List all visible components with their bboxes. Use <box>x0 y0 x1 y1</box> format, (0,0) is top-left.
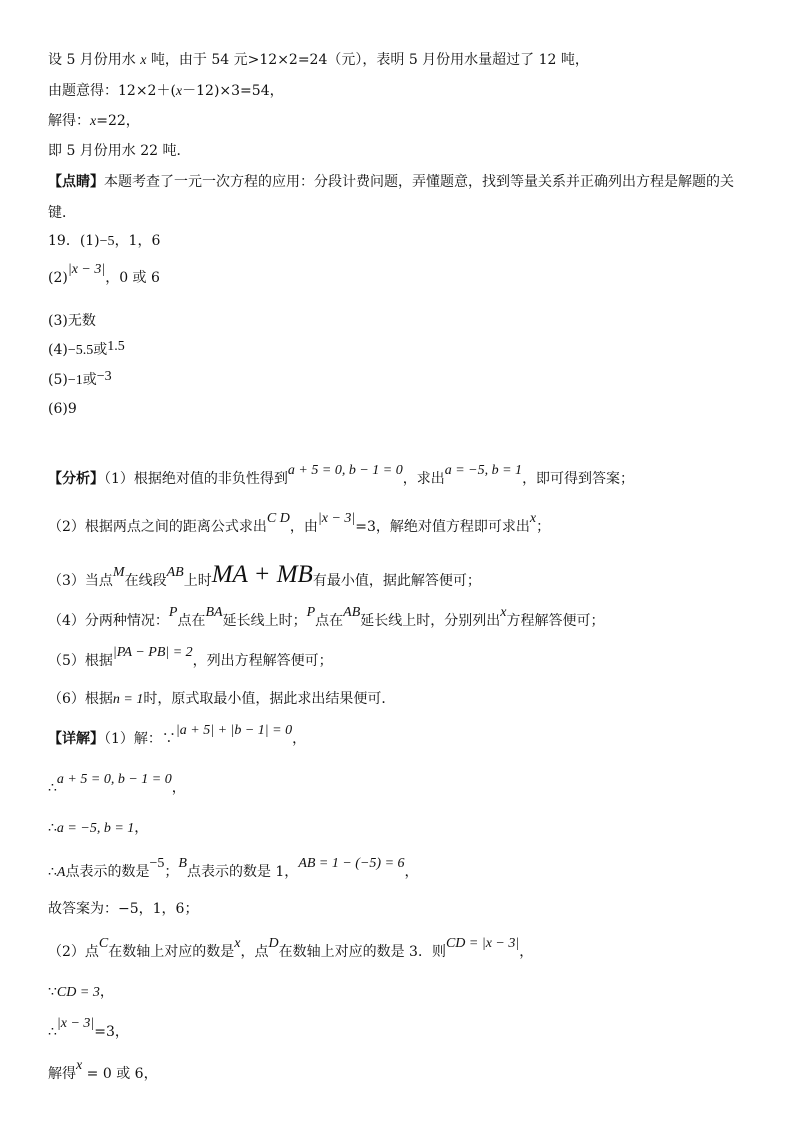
text: ，求出 <box>402 471 445 487</box>
text: =3， <box>94 1024 129 1040</box>
math: B <box>178 856 187 871</box>
math: AB = 1 − (−5) = 6 <box>298 856 405 871</box>
text: ，点 <box>240 944 269 960</box>
text: ∴ <box>48 820 57 836</box>
solution-line <box>48 1016 129 1043</box>
solution-line <box>48 772 186 799</box>
text: 设 5 月份用水 <box>48 52 141 68</box>
text: 在数轴上对应的数是 3．则 <box>278 944 446 960</box>
math: x <box>175 84 183 99</box>
text-line: 键． <box>48 205 76 221</box>
text: ， <box>519 944 534 960</box>
math: 1.5 <box>107 339 125 354</box>
text: （2）根据两点之间的距离公式求出 <box>48 519 267 535</box>
math: D <box>268 936 279 951</box>
math-large: MA + MB <box>211 561 313 588</box>
text: ，1，6 <box>114 233 161 249</box>
text: －12)×3=54， <box>182 83 284 99</box>
text: （2）点 <box>48 944 99 960</box>
text-line: 即 5 月份用水 22 吨． <box>48 143 191 159</box>
math: x <box>90 114 97 129</box>
text: 有最小值，据此解答便可； <box>312 573 481 589</box>
math: |x − 3| <box>67 262 106 277</box>
math: n = 1 <box>112 692 144 707</box>
text: 解得 <box>48 1066 76 1082</box>
text: 在数轴上对应的数是 <box>108 944 235 960</box>
text: (5) <box>48 372 68 388</box>
text: 点表示的数是 1， <box>186 864 299 880</box>
math: −3 <box>96 369 112 384</box>
solution-line <box>48 818 148 839</box>
text: 上时 <box>183 573 212 589</box>
text: （6）根据 <box>48 691 113 707</box>
math: |PA − PB| = 2 <box>112 645 193 660</box>
text: （4）分两种情况： <box>48 613 169 629</box>
analysis-line <box>48 463 635 490</box>
answer-line <box>48 231 160 252</box>
text: =22， <box>96 113 140 129</box>
text: ； <box>164 864 179 880</box>
math: A <box>56 865 66 880</box>
math: a + 5 = 0, b − 1 = 0 <box>56 772 172 787</box>
text: ，0 或 6 <box>105 270 160 286</box>
text-line <box>48 50 589 71</box>
math: x <box>500 605 507 620</box>
analysis-line <box>48 645 333 672</box>
text: ， <box>99 984 114 1000</box>
text: = 0 或 6， <box>82 1066 158 1082</box>
text: ∴ <box>48 780 57 796</box>
math: x <box>529 511 537 526</box>
text: ， <box>404 864 419 880</box>
math: a = −5, b = 1 <box>444 463 523 478</box>
text: ，列出方程解答便可； <box>192 653 333 669</box>
text: ， <box>292 731 307 747</box>
text: (4) <box>48 342 68 358</box>
text: (2) <box>48 270 68 286</box>
solution-line <box>48 856 419 883</box>
math: x <box>140 53 147 68</box>
text-line <box>48 81 284 102</box>
solution-line <box>48 936 534 963</box>
text: 点表示的数是 <box>65 864 150 880</box>
text: 19．(1) <box>48 233 100 249</box>
math: AB <box>343 605 361 620</box>
text: ， <box>171 780 186 796</box>
text: ∴ <box>48 864 57 880</box>
math: M <box>112 565 125 580</box>
text: （1）根据绝对值的非负性得到 <box>104 471 288 487</box>
math: a = −5, b = 1 <box>56 821 135 836</box>
text: ，由 <box>289 519 318 535</box>
answer-line <box>48 370 112 391</box>
text: 时，原式取最小值，据此求出结果便可． <box>143 691 396 707</box>
text: 由题意得：12×2＋( <box>48 83 176 99</box>
analysis-line <box>48 605 605 632</box>
math: C D <box>266 511 290 526</box>
answer-line <box>48 262 160 289</box>
text: 点在 <box>177 613 206 629</box>
text: （5）根据 <box>48 653 113 669</box>
section-tag: 【分析】 <box>48 471 104 487</box>
text-line <box>48 172 734 192</box>
solution-line <box>48 723 307 750</box>
math: BA <box>205 605 223 620</box>
math: |x − 3| <box>56 1016 95 1031</box>
text: 方程解答便可； <box>506 613 605 629</box>
math: CD = 3 <box>56 985 100 1000</box>
text: ， <box>134 820 149 836</box>
text: =3，解绝对值方程即可求出 <box>355 519 530 535</box>
math: P <box>306 605 316 620</box>
math: −5 <box>99 234 115 249</box>
math: −5.5 <box>67 343 94 358</box>
math: x <box>76 1058 83 1073</box>
section-tag: 【点睛】 <box>48 174 104 190</box>
text: ∵ <box>48 984 57 1000</box>
math: −1 <box>67 373 83 388</box>
solution-line: 故答案为：−5，1，6； <box>48 901 199 917</box>
text: 解得： <box>48 113 90 129</box>
math: x <box>234 936 241 951</box>
text: ，即可得到答案； <box>522 471 635 487</box>
solution-line <box>48 1058 158 1085</box>
math: CD = |x − 3| <box>445 936 520 951</box>
text: 点在 <box>315 613 344 629</box>
answer-line: (3)无数 <box>48 313 96 329</box>
analysis-line <box>48 561 481 592</box>
math: C <box>98 936 109 951</box>
text: 或 <box>93 342 108 358</box>
math: |x − 3| <box>317 511 356 526</box>
analysis-line <box>48 511 551 538</box>
text: 本题考查了一元一次方程的应用：分段计费问题，弄懂题意，找到等量关系并正确列出方程是解题的关 <box>104 174 734 190</box>
analysis-line <box>48 689 395 710</box>
math: |a + 5| + |b − 1| = 0 <box>175 723 293 738</box>
text: 延长线上时，分别列出 <box>360 613 501 629</box>
math: a + 5 = 0, b − 1 = 0 <box>287 463 403 478</box>
text: ∴ <box>48 1024 57 1040</box>
answer-line: (6)9 <box>48 401 77 417</box>
text-line <box>48 111 140 132</box>
text: 延长线上时； <box>222 613 307 629</box>
text: 在线段 <box>124 573 167 589</box>
math: P <box>168 605 178 620</box>
math: AB <box>166 565 184 580</box>
section-tag: 【详解】 <box>48 731 104 747</box>
text: ； <box>536 519 551 535</box>
text: 吨，由于 54 元>12×2=24（元），表明 5 月份用水量超过了 12 吨， <box>146 52 589 68</box>
math: −5 <box>149 856 165 871</box>
text: （3）当点 <box>48 573 113 589</box>
text: （1）解：∵ <box>104 731 176 747</box>
answer-line <box>48 340 125 361</box>
solution-line <box>48 982 114 1003</box>
text: 或 <box>82 372 97 388</box>
